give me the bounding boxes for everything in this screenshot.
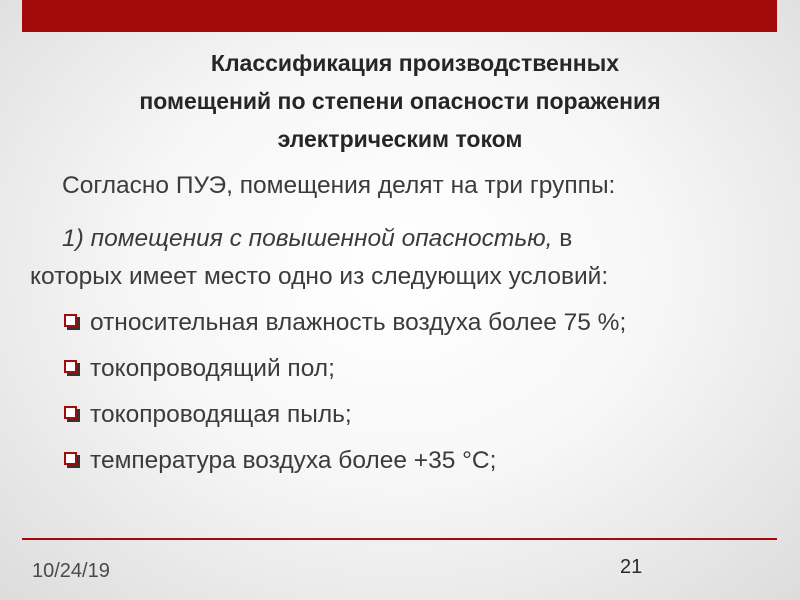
list-item	[64, 444, 626, 490]
intro-text: Согласно ПУЭ, помещения делят на три группы:	[62, 172, 616, 199]
checkbox-square-icon	[64, 314, 77, 327]
slide-title-line: электрическим током	[277, 126, 523, 152]
list-item	[64, 398, 626, 444]
group-one-paragraph	[30, 220, 775, 296]
list-item-text: токопроводящий пол;	[90, 355, 335, 382]
group-one-line-1	[30, 220, 775, 258]
slide-title-line: помещений по степени опасности поражения	[139, 88, 661, 114]
slide-title-line: Классификация производственных	[210, 50, 620, 76]
checkbox-square-icon	[64, 406, 77, 419]
group-one-tail: в	[552, 225, 573, 252]
group-one-line-2: которых имеет место одно из следующих условий:	[30, 263, 609, 290]
list-item-text: токопроводящая пыль;	[90, 401, 352, 428]
checkbox-square-icon	[64, 452, 77, 465]
group-one-emphasis: 1) помещения с повышенной опасностью,	[62, 225, 553, 252]
slide-title	[40, 44, 760, 158]
checkbox-square-icon	[64, 360, 77, 373]
page-number: 21	[620, 556, 643, 578]
conditions-list	[64, 306, 626, 490]
list-item	[64, 306, 626, 352]
header-accent-bar	[22, 0, 777, 32]
list-item-text: температура воздуха более +35 °С;	[90, 447, 497, 474]
list-item	[64, 352, 626, 398]
footer-date: 10/24/19	[32, 560, 110, 582]
list-item-text: относительная влажность воздуха более 75 %;	[90, 309, 627, 336]
footer-divider	[22, 538, 777, 540]
